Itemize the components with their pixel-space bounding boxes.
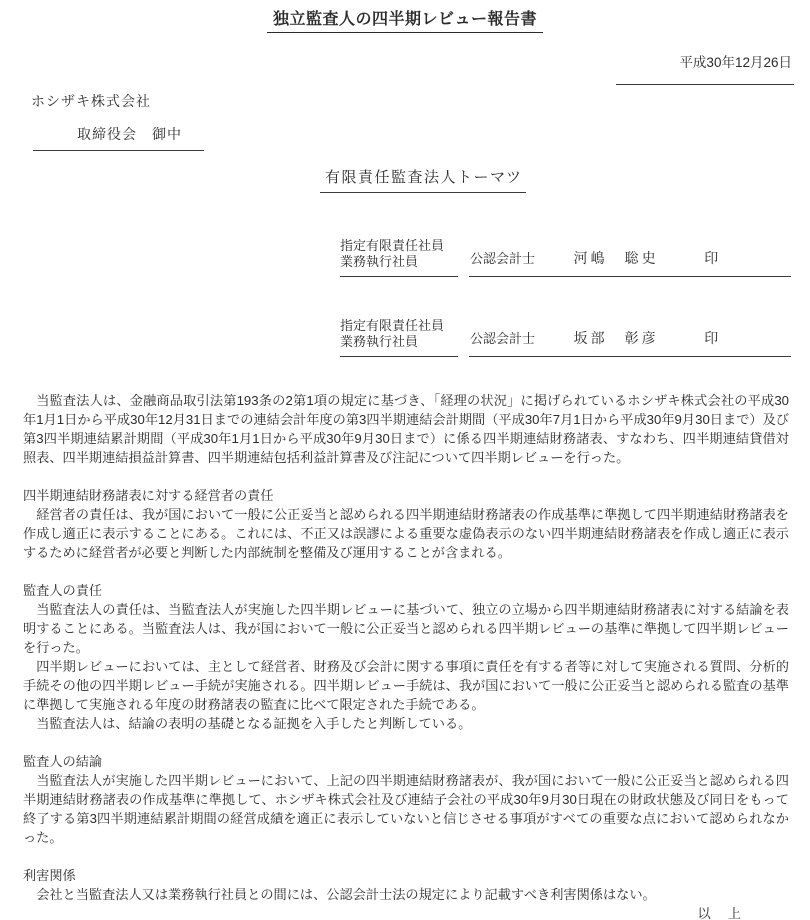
signatory-signature-2	[469, 318, 791, 357]
signatory-role-2	[340, 318, 458, 357]
seal-mark-2: 印	[704, 330, 719, 346]
auditor-responsibility-paragraph-2: 四半期レビューにおいては、主として経営者、財務及び会計に関する事項に責任を有する者等に対して実施される質問、分析的手続その他の四半期レビュー手続が実施される。四半期レビュー手続は、我が国において一般に公正妥当と認められる監査の基準に準拠して実施される年度の財務諸表の監査に比べて限定された手続である。	[23, 659, 789, 712]
signatory-role-1	[340, 238, 458, 277]
auditor-responsibility-paragraph-1: 当監査法人の責任は、当監査法人が実施した四半期レビューに基づいて、独立の立場から四半期連結財務諸表に対する結論を表明することにある。当監査法人は、我が国において一般に公正妥当と認められる四半期レビューの基準に準拠して四半期レビューを行った。	[23, 602, 789, 655]
section-heading-interest: 利害関係	[23, 868, 76, 883]
signatory-signature-1	[469, 238, 791, 277]
cpa-title-2: 公認会計士	[470, 331, 536, 346]
management-responsibility-paragraph: 経営者の責任は、我が国において一般に公正妥当と認められる四半期連結財務諸表の作成基準に準拠して四半期連結財務諸表を作成し適正に表示することにある。これには、不正又は誤謬による重要な虚偽表示のない四半期連結財務諸表を作成し適正に表示するために経営者が必要と判断した内部統制を整備及び運用することが含まれる。	[23, 507, 789, 560]
closing-mark: 以 上	[697, 906, 743, 920]
addressee-company: ホシザキ株式会社	[31, 93, 151, 109]
signatory-block-1	[340, 238, 791, 277]
interest-paragraph: 会社と当監査法人又は業務執行社員との間には、公認会計士法の規定により記載すべき利害関係はない。	[36, 887, 656, 902]
page-title: 独立監査人の四半期レビュー報告書	[267, 6, 543, 33]
seal-mark-1: 印	[704, 250, 719, 266]
section-heading-auditor-responsibility: 監査人の責任	[23, 583, 103, 598]
report-date: 平成30年12月26日	[616, 51, 794, 85]
section-heading-management-responsibility: 四半期連結財務諸表に対する経営者の責任	[23, 488, 274, 503]
audit-firm-name: 有限責任監査法人トーマツ	[320, 166, 526, 193]
report-body	[23, 391, 789, 920]
auditor-responsibility-paragraph-3: 当監査法人は、結論の表明の基礎となる証拠を入手したと判断している。	[36, 716, 472, 731]
title-container	[0, 6, 810, 33]
section-heading-auditor-conclusion: 監査人の結論	[23, 754, 103, 769]
role-line-1: 指定有限責任社員	[340, 238, 445, 253]
role-line-1: 指定有限責任社員	[340, 318, 445, 333]
addressee-board: 取締役会 御中	[33, 124, 204, 151]
signatory-block-2	[340, 318, 791, 357]
intro-paragraph: 当監査法人は、金融商品取引法第193条の2第1項の規定に基づき、「経理の状況」に掲げられているホシザキ株式会社の平成30年1月1日から平成30年12月31日までの連結会計年度の第3四半期連結会計期間（平成30年7月1日から平成30年9月30日まで）及び第3四半期連結累計期間（平成30年1月1日から平成30年9月30日まで）に係る四半期連結財務諸表、すなわち、四半期連結貸借対照表、四半期連結損益計算書、四半期連結包括利益計算書及び注記について四半期レビューを行った。	[23, 393, 789, 465]
cpa-name-2: 坂部 彰彦	[573, 330, 659, 346]
cpa-title-1: 公認会計士	[470, 251, 536, 266]
role-line-2: 業務執行社員	[340, 254, 419, 269]
cpa-name-1: 河嶋 聡史	[573, 250, 659, 266]
role-line-2: 業務執行社員	[340, 334, 419, 349]
auditor-conclusion-paragraph: 当監査法人が実施した四半期レビューにおいて、上記の四半期連結財務諸表が、我が国において一般に公正妥当と認められる四半期連結財務諸表の作成基準に準拠して、ホシザキ株式会社及び連結子会社の平成30年9月30日現在の財政状態及び同日をもって終了する第3四半期連結累計期間の経営成績を適正に表示していないと信じさせる事項がすべての重要な点において認められなかった。	[23, 773, 789, 845]
